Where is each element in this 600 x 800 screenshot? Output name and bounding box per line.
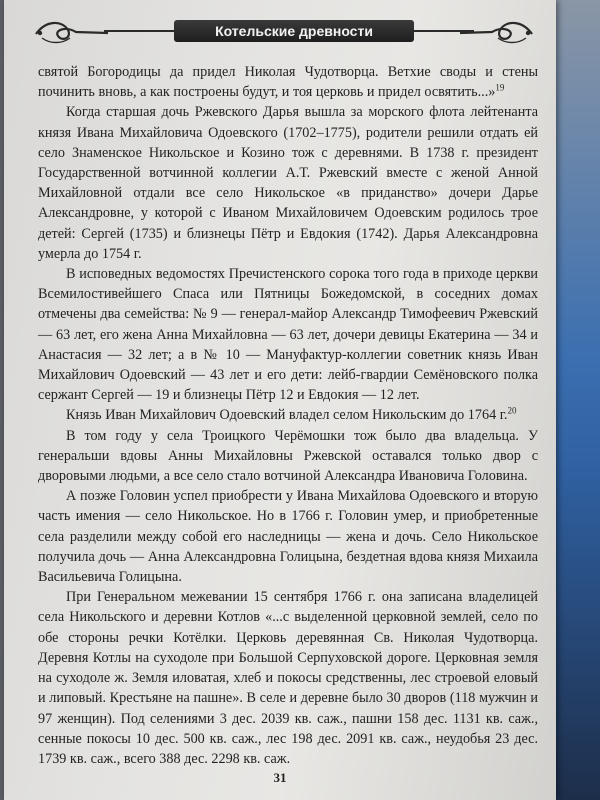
- paragraph-3-text: В исповедных ведомостях Пречистенского сорока того года в приходе церкви Всемилостивейшего Спаса или Пятницы Божедомской, в соседних домах отмечены два семейства: № 9 — генерал-майор Александр Тимофеевич Ржевский — 63 лет, его жена Анна Михайловна — 63 лет, дочери девицы Екатерина — 34 и Анастасия — 32 лет; а в № 10 — Мануфактур-коллегии советник князь Иван Михайлович Одоевский — 43 лет и его дети: лейб-гвардии Семёновского полка сержант Сергей — 19 и близнецы Пётр 12 и Евдокия — 12 лет.: [38, 266, 538, 404]
- paragraph-2: [38, 102, 538, 264]
- right-flourish-icon: [456, 16, 536, 46]
- running-header-title: Котельские древности: [174, 20, 414, 42]
- paragraph-5: [38, 426, 538, 487]
- adjacent-book-edge: [550, 0, 600, 800]
- paragraph-1: [38, 62, 538, 102]
- paragraph-2-text: Когда старшая дочь Ржевского Дарья вышла за морского флота лейтенанта князя Ивана Михайловича Одоевского (1702–1775), родители решили отдать ей село Знаменское Никольское и Козино тож с деревнями. В 1738 г. президент Государственной вотчинной коллегии А.Т. Ржевский вместе с женой Анной Михайловной отдали все село Никольское «в приданство» дочери Дарье Александровне, у которой с Иваном Михайловичем Одоевским родилось трое детей: Сергей (1735) и близнецы Пётр и Евдокия (1742). Дарья Александровна умерла до 1754 г.: [38, 104, 538, 262]
- paragraph-6-text: А позже Головин успел приобрести у Ивана Михайлова Одоевского и вторую часть имения — село Никольское. Но в 1766 г. Головин умер, и приобретенные села разделили между собой его наследницы — жена и дочь. Село Никольское получила дочь — Анна Александровна Голицына, бездетная вдова князя Михаила Васильевича Голицына.: [38, 488, 538, 586]
- footnote-ref-20: 20: [507, 405, 517, 416]
- paragraph-4: [38, 405, 538, 425]
- paragraph-7-text: При Генеральном межевании 15 сентября 1766 г. она записана владелицей села Никольского и деревни Котлов «...с выделенной церковной землей, село по обе стороны речки Котёлки. Церковь деревянная Св. Николая Чудотворца. Деревня Котлы на суходоле при Большой Серпуховской дороге. Церковная земля на суходоле ж. Земля иловатая, хлеб и покосы средственны, лес строевой еловый и липовый. Крестьяне на пашне». В селе и деревне было 30 дворов (118 мужчин и 97 женщин). Под селениями 3 дес. 2039 кв. саж., пашни 158 дес. 1131 кв. саж., сенные покосы 10 дес. 500 кв. саж., лес 198 дес. 2091 кв. саж., неудобья 23 дес. 1739 кв. саж., всего 388 дес. 2298 кв. саж.: [38, 589, 538, 767]
- paragraph-1-text: святой Богородицы да придел Николая Чудотворца. Ветхие своды и стены починить вновь, а как построены будут, и тоя церковь и придел освятить...»: [38, 64, 538, 101]
- left-flourish-icon: [32, 16, 112, 46]
- book-page: [4, 0, 556, 800]
- page-number: 31: [273, 770, 287, 785]
- paragraph-4-text: Князь Иван Михайлович Одоевский владел селом Никольским до 1764 г.: [66, 407, 508, 424]
- paragraph-3: [38, 264, 538, 405]
- footnote-ref-19: 19: [495, 82, 505, 93]
- running-header: [4, 14, 556, 54]
- paragraph-5-text: В том году у села Троицкого Черёмошки тож было два владельца. У генеральши вдовы Анны Михайловны Ржевской оставался только двор с дворовыми людьми, а все село стало вотчиной Александра Ивановича Головина.: [38, 427, 538, 485]
- paragraph-7: [38, 587, 538, 769]
- paragraph-6: [38, 486, 538, 587]
- header-rule-left: [104, 30, 174, 32]
- body-text: [38, 62, 538, 769]
